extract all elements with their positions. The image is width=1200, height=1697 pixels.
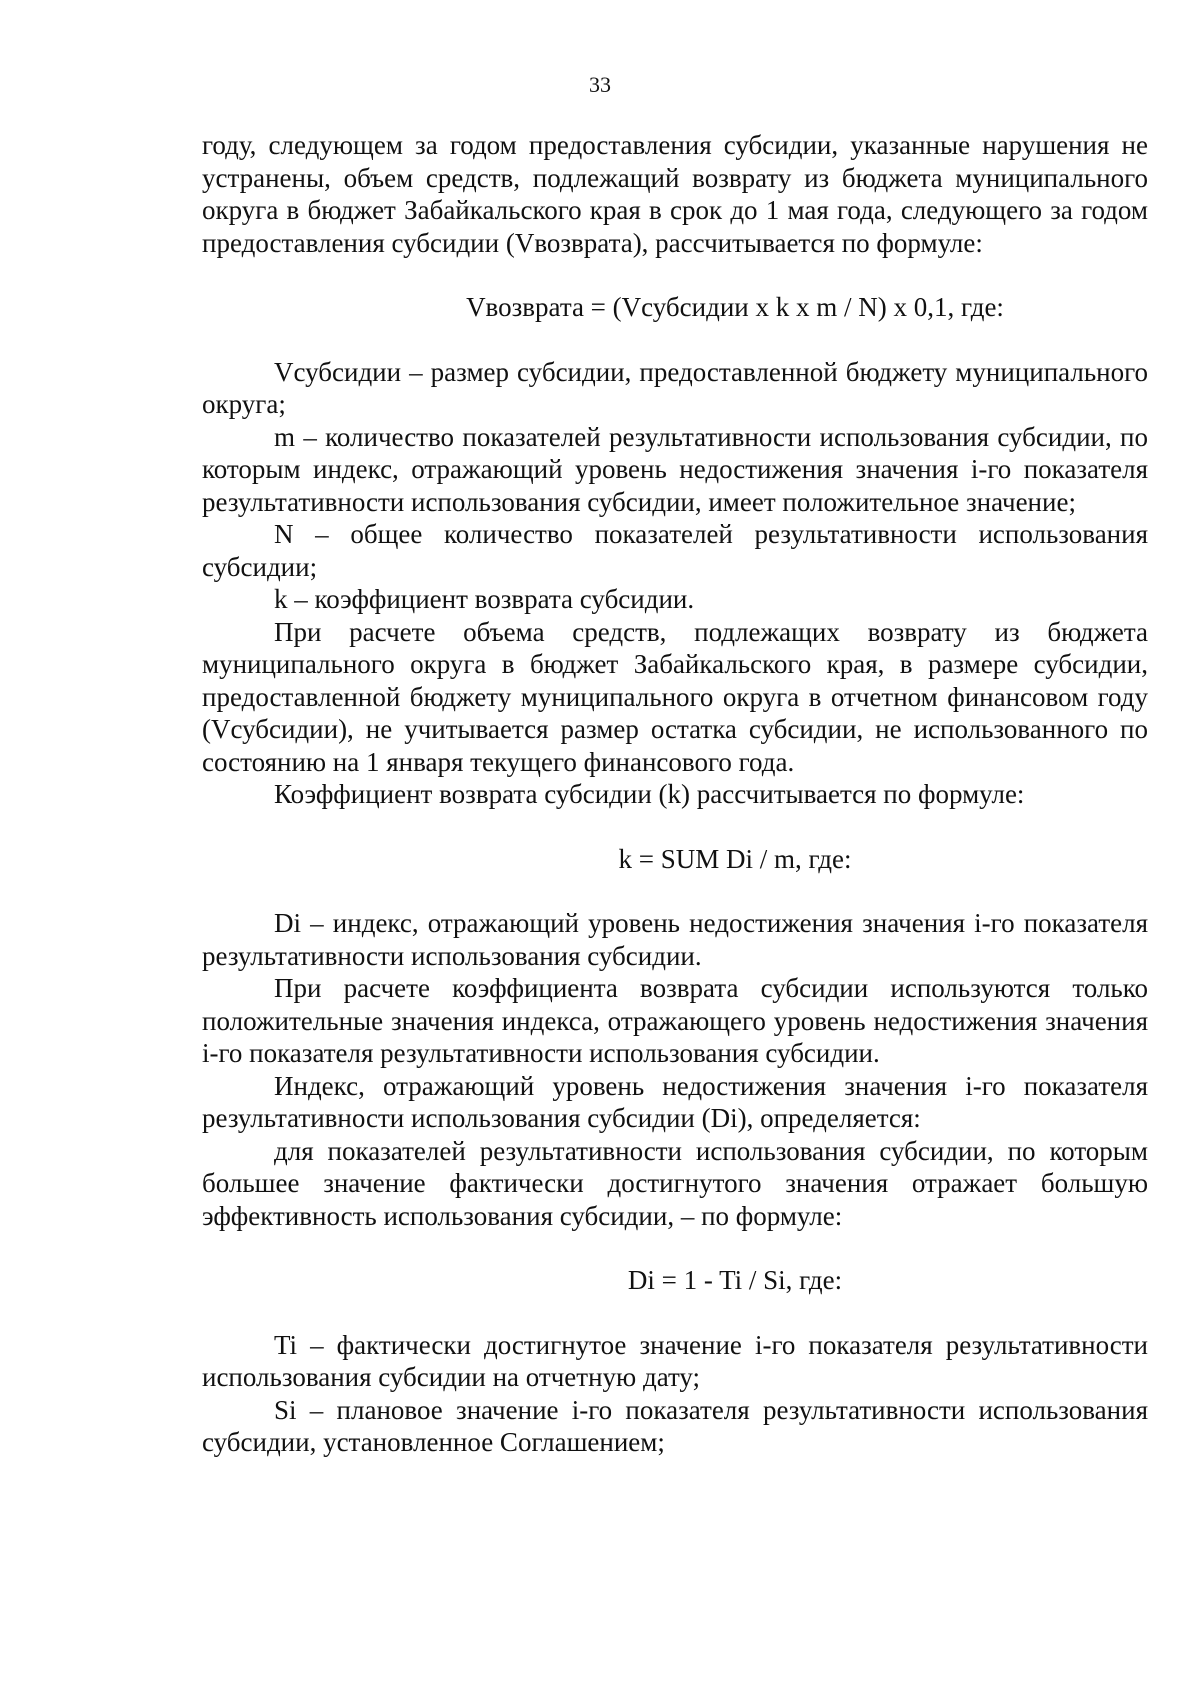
definition-si: Si – плановое значение i-го показателя результативности использования субсидии, установленное Соглашением; — [202, 1394, 1148, 1457]
paragraph-calculation-note: При расчете объема средств, подлежащих возврату из бюджета муниципального округа в бюджет Забайкальского края, в размере субсидии, предоставленной бюджету муниципального округа в отчетном финансовом году (Vсубсидии), не учитывается размер остатка субсидии, не использованного по состоянию на 1 января текущего финансового года. — [202, 616, 1148, 777]
formula-vvozvrata: Vвозврата = (Vсубсидии x k x m / N) x 0,1, где: — [466, 292, 1004, 322]
definition-vsubsidii: Vсубсидии – размер субсидии, предоставленной бюджету муниципального округа; — [202, 356, 1148, 419]
definition-n: N – общее количество показателей результативности использования субсидии; — [202, 519, 1148, 582]
paragraph-k-formula-intro: Коэффициент возврата субсидии (k) рассчитывается по формуле: — [274, 779, 1025, 809]
definition-k: k – коэффициент возврата субсидии. — [274, 584, 695, 614]
paragraph-di-case: для показателей результативности использования субсидии, по которым большее значение фактически достигнутого значения отражает большую эффективность использования субсидии, – по формуле: — [202, 1135, 1148, 1231]
paragraph-di-intro: Индекс, отражающий уровень недостижения значения i-го показателя результативности использования субсидии (Di), определяется: — [202, 1070, 1148, 1133]
page-number: 33 — [589, 72, 611, 97]
definition-di: Di – индекс, отражающий уровень недостижения значения i-го показателя результативности использования субсидии. — [202, 908, 1148, 971]
formula-k: k = SUM Di / m, где: — [618, 843, 852, 874]
document-body — [202, 129, 1148, 1459]
definition-m: m – количество показателей результативности использования субсидии, по которым индекс, отражающий уровень недостижения значения i-го показателя результативности использования субсидии, имеет положительное значение; — [202, 421, 1148, 517]
definition-ti: Ti – фактически достигнутое значение i-го показателя результативности использования субсидии на отчетную дату; — [202, 1329, 1148, 1392]
paragraph-intro: году, следующем за годом предоставления субсидии, указанные нарушения не устранены, объем средств, подлежащий возврату из бюджета муниципального округа в бюджет Забайкальского края в срок до 1 мая года, следующего за годом предоставления субсидии (Vвозврата), рассчитывается по формуле: — [202, 130, 1148, 258]
formula-di: Di = 1 - Ti / Si, где: — [627, 1265, 843, 1295]
paragraph-positive-values: При расчете коэффициента возврата субсидии используются только положительные значения индекса, отражающего уровень недостижения значения i-го показателя результативности использования субсидии. — [202, 973, 1148, 1068]
